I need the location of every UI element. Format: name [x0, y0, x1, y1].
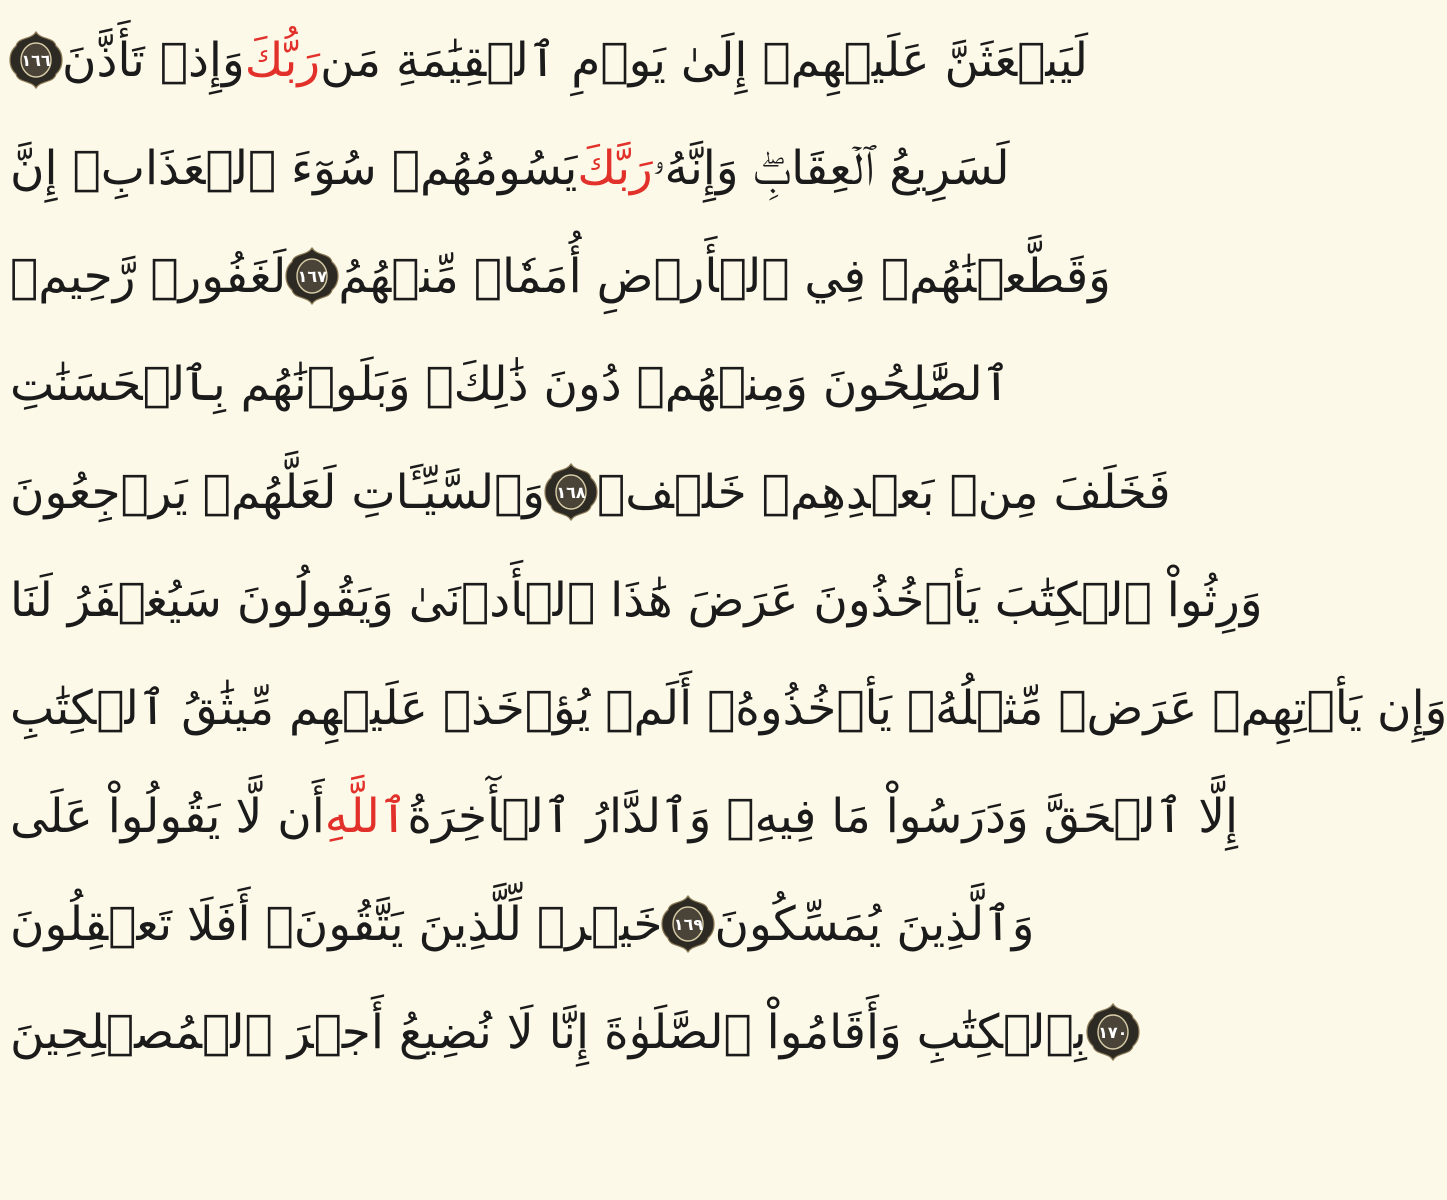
- ayah-marker: [10, 31, 62, 89]
- ayah-number: ١٦٨: [556, 482, 586, 502]
- verse-line: [10, 438, 1171, 546]
- verse-text: بِٱلۡكِتَٰبِ وَأَقَامُواْ ٱلصَّلَوٰةَ إِنَّا لَا نُضِيعُ أَجۡرَ ٱلۡمُصۡلِحِينَ: [10, 1004, 1087, 1060]
- verse-text: أَن لَّا يَقُولُواْ عَلَى: [10, 788, 325, 844]
- ayah-number: ١٦٦: [21, 50, 51, 70]
- verse-text: يَسُومُهُمۡ سُوٓءَ ٱلۡعَذَابِۗ إِنَّ: [10, 140, 578, 196]
- verse-text: خَيۡرٞ لِّلَّذِينَ يَتَّقُونَۚ أَفَلَا تَعۡقِلُونَ: [10, 896, 663, 952]
- ayah-number: ١٦٩: [673, 914, 704, 934]
- ayah-number: ١٦٧: [297, 266, 327, 286]
- verse-line: [10, 546, 1263, 654]
- verse-line: [10, 870, 1035, 978]
- verse-text: لَسَرِيعُ ٱلۡعِقَابِۖ وَإِنَّهُۥ: [652, 140, 1010, 196]
- verse-line: [10, 222, 1111, 330]
- verse-text: وَقَطَّعۡنَٰهُمۡ فِي ٱلۡأَرۡضِ أُمَمٗاۖ مِّنۡهُمُ: [338, 248, 1111, 304]
- ayah-marker: [1087, 1003, 1139, 1061]
- verse-line: [10, 654, 1447, 762]
- verse-line: [10, 6, 1089, 114]
- verse-lines: [10, 6, 1447, 1086]
- divine-name-text: رَبُّكَ: [244, 32, 321, 88]
- divine-name-text: ٱللَّهِ: [324, 788, 408, 844]
- verse-text: وَإِذۡ تَأَذَّنَ: [62, 32, 245, 88]
- ayah-marker: [545, 463, 597, 521]
- verse-line: [10, 114, 1010, 222]
- verse-text: لَيَبۡعَثَنَّ عَلَيۡهِمۡ إِلَىٰ يَوۡمِ ٱلۡقِيَٰمَةِ مَن: [320, 32, 1089, 88]
- verse-text: ٱلصَّٰلِحُونَ وَمِنۡهُمۡ دُونَ ذَٰلِكَۖ وَبَلَوۡنَٰهُم بِٱلۡحَسَنَٰتِ: [10, 356, 1011, 412]
- ayah-marker: [286, 247, 338, 305]
- verse-line: [10, 762, 1239, 870]
- verse-text: لَغَفُورٞ رَّحِيمٞ: [10, 248, 287, 304]
- verse-text: وَٱلَّذِينَ يُمَسِّكُونَ: [714, 896, 1035, 952]
- verse-text: فَخَلَفَ مِنۢ بَعۡدِهِمۡ خَلۡفٞ: [597, 464, 1171, 520]
- divine-name-text: رَبَّكَ: [577, 140, 653, 196]
- verse-line: [10, 978, 1128, 1086]
- verse-text: وَرِثُواْ ٱلۡكِتَٰبَ يَأۡخُذُونَ عَرَضَ هَٰذَا ٱلۡأَدۡنَىٰ وَيَقُولُونَ سَيُغۡفَرُ لَنَا: [10, 572, 1263, 628]
- ayah-marker: [662, 895, 714, 953]
- ayah-number: ١٧٠: [1098, 1022, 1128, 1042]
- verse-text: وَإِن يَأۡتِهِمۡ عَرَضٞ مِّثۡلُهُۥ يَأۡخُذُوهُۚ أَلَمۡ يُؤۡخَذۡ عَلَيۡهِم مِّيثَٰقُ ٱلۡكِتَٰبِ: [10, 680, 1447, 736]
- verse-line: [10, 330, 1011, 438]
- verse-text: إِلَّا ٱلۡحَقَّ وَدَرَسُواْ مَا فِيهِۗ وَٱلدَّارُ ٱلۡأٓخِرَةُ: [407, 788, 1239, 844]
- verse-text: وَٱلسَّيِّـَٔاتِ لَعَلَّهُمۡ يَرۡجِعُونَ: [10, 464, 545, 520]
